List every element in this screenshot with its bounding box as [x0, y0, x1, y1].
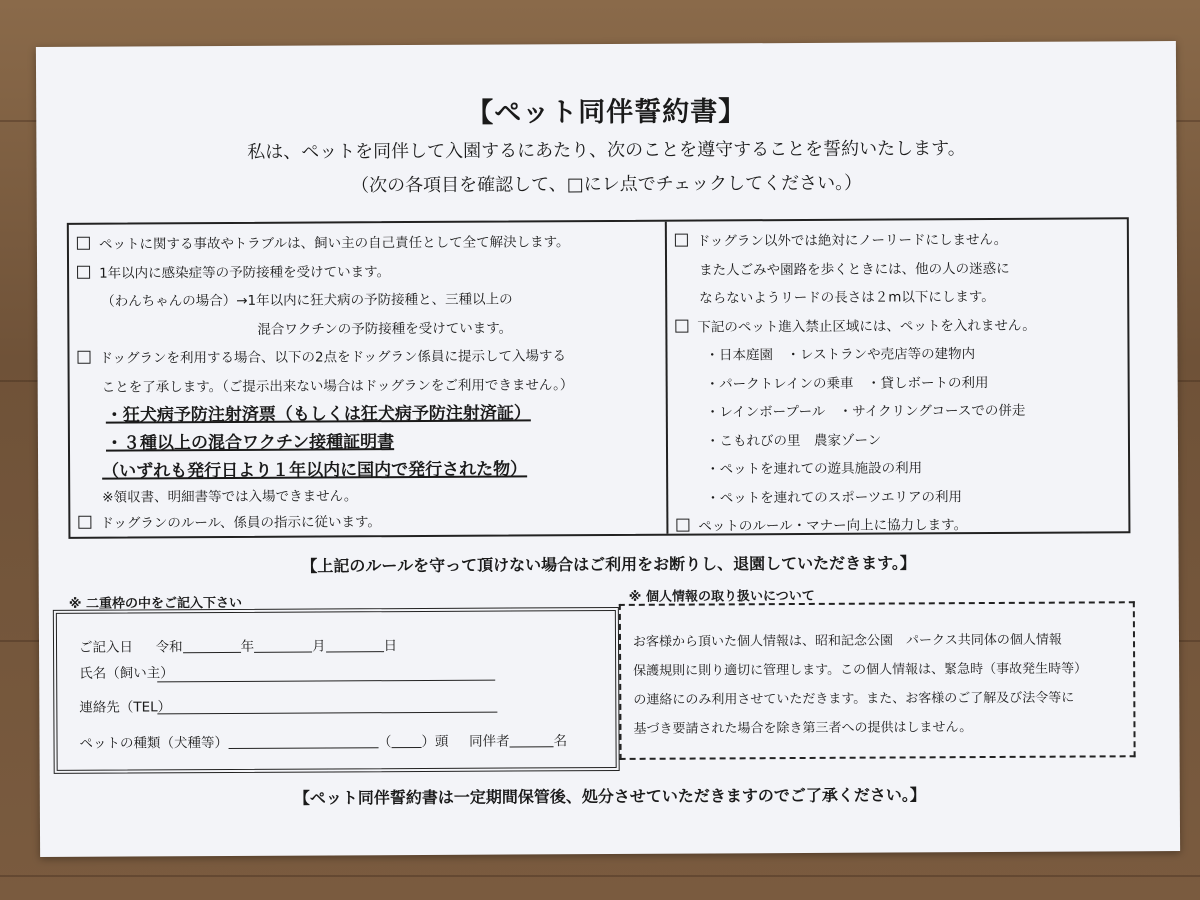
privacy-line: の連絡にのみ利用させていただきます。また、お客様のご了解及び法令等に	[633, 690, 1075, 708]
rule-subtext: （わんちゃんの場合）→1年以内に狂犬病の予防接種と、三種以上の	[101, 291, 513, 310]
rule-item	[77, 342, 661, 374]
instruction-text: （次の各項目を確認して、□にレ点でチェックしてください。）	[351, 172, 863, 197]
rule-text: ドッグランを利用する場合、以下の2点をドッグラン係員に提示して入場する	[99, 348, 567, 367]
rule-subtext: ことを了承します。（ご提示出来ない場合はドッグランをご利用できません。）	[101, 376, 574, 396]
prohibited-zone: ・レインボープール ・サイクリングコースでの併走	[705, 402, 1026, 421]
year-field[interactable]	[183, 638, 241, 653]
prohibited-zone: ・パークトレインの乗車 ・貸しボートの利用	[705, 374, 989, 392]
privacy-line: 保護規則に則り適切に管理します。この個人情報は、緊急時（事故発生時等）	[633, 661, 1088, 679]
rule-item	[675, 311, 1125, 342]
footer-notice: 【ペット同伴誓約書は一定期間保管後、処分させていただきますのでご了承ください。】	[293, 785, 926, 808]
pledge-sheet	[36, 41, 1180, 857]
rule-item	[77, 228, 661, 260]
rules-divider	[665, 222, 669, 534]
date-row	[79, 634, 397, 656]
required-document: ・狂犬病予防注射済票（もしくは狂犬病予防注射済証）	[105, 403, 531, 426]
rule-item	[676, 510, 1126, 541]
pet-count-field[interactable]	[391, 733, 421, 748]
prohibited-zone: ・ペットを連れてのスポーツエリアの利用	[706, 488, 962, 506]
prohibited-zone: ・こもれびの里 農家ゾーン	[705, 432, 882, 449]
rule-text: 1年以内に感染症等の予防接種を受けています。	[99, 263, 391, 282]
people-unit: 名	[553, 733, 568, 750]
day-label: 日	[383, 638, 398, 655]
companion-field[interactable]	[510, 732, 554, 747]
rule-text: ペットに関する事故やトラブルは、飼い主の自己責任として全て解決します。	[98, 234, 570, 253]
pet-row	[79, 729, 567, 752]
pet-type-label: ペットの種類（犬種等）	[79, 734, 229, 752]
intro-text: 私は、ペットを同伴して入園するにあたり、次のことを遵守することを誓約いたします。	[247, 138, 966, 163]
checkbox[interactable]	[78, 516, 91, 529]
paren-close: ）	[421, 733, 436, 750]
rule-subtext: また人ごみや園路を歩くときには、他の人の迷惑に	[699, 260, 1010, 279]
entry-form	[53, 607, 620, 774]
date-label: ご記入日	[78, 639, 134, 656]
rule-item	[675, 225, 1125, 256]
rule-item	[78, 507, 662, 539]
receipt-note: ※領収書、明細書等では入場できません。	[102, 488, 358, 506]
year-label: 年	[240, 638, 255, 655]
tel-field[interactable]	[157, 698, 497, 715]
head-unit: 頭	[434, 733, 449, 750]
prohibited-zone: ・日本庭園 ・レストランや売店等の建物内	[705, 346, 976, 364]
required-document: ・３種以上の混合ワクチン接種証明書	[105, 432, 395, 454]
privacy-line: お客様から頂いた個人情報は、昭和記念公園 パークス共同体の個人情報	[632, 632, 1062, 650]
document-title: 【ペット同伴誓約書】	[466, 96, 747, 129]
companion-label: 同伴者	[469, 733, 510, 750]
pet-type-field[interactable]	[228, 733, 378, 749]
rule-item	[77, 256, 661, 288]
rule-text: ドッグラン以外では絶対にノーリードにしません。	[696, 231, 1008, 250]
form-label: ※ 二重枠の中をご記入下さい	[68, 595, 243, 612]
month-label: 月	[312, 638, 326, 655]
name-field[interactable]	[157, 666, 495, 683]
prohibited-zone: ・ペットを連れての遊具施設の利用	[706, 460, 923, 478]
checkbox[interactable]	[676, 519, 689, 532]
privacy-notice	[619, 601, 1136, 760]
left-rules-column	[77, 228, 663, 539]
paren-open: （	[377, 734, 392, 751]
tel-label: 連絡先（TEL）	[79, 699, 172, 716]
right-rules-column	[675, 225, 1127, 541]
required-document-note: （いずれも発行日より１年以内に国内で発行された物）	[102, 459, 528, 482]
privacy-line: 基づき要請された場合を除き第三者への提供はしません。	[633, 720, 973, 737]
rule-text: ドッグランのルール、係員の指示に従います。	[100, 514, 381, 532]
checkbox[interactable]	[675, 319, 688, 332]
checkbox[interactable]	[77, 351, 90, 364]
rule-text: 下記のペット進入禁止区域には、ペットを入れません。	[697, 317, 1036, 336]
rule-text: ペットのルール・マナー向上に協力します。	[698, 517, 968, 535]
checkbox[interactable]	[675, 234, 688, 247]
name-label: 氏名（飼い主）	[79, 665, 174, 682]
privacy-label: ※ 個人情報の取り扱いについて	[628, 588, 815, 605]
warning-text: 【上記のルールを守って頂けない場合はご利用をお断りし、退園していただきます。】	[301, 553, 916, 576]
month-field[interactable]	[254, 638, 312, 653]
rule-subtext: 混合ワクチンの予防接種を受けています。	[257, 320, 513, 338]
checkbox[interactable]	[77, 265, 90, 278]
day-field[interactable]	[326, 637, 384, 652]
checkbox[interactable]	[77, 237, 90, 250]
era-label: 令和	[155, 639, 183, 656]
rules-box	[67, 217, 1131, 539]
rule-subtext: ならないようリードの長さは２m以下にします。	[699, 288, 995, 307]
